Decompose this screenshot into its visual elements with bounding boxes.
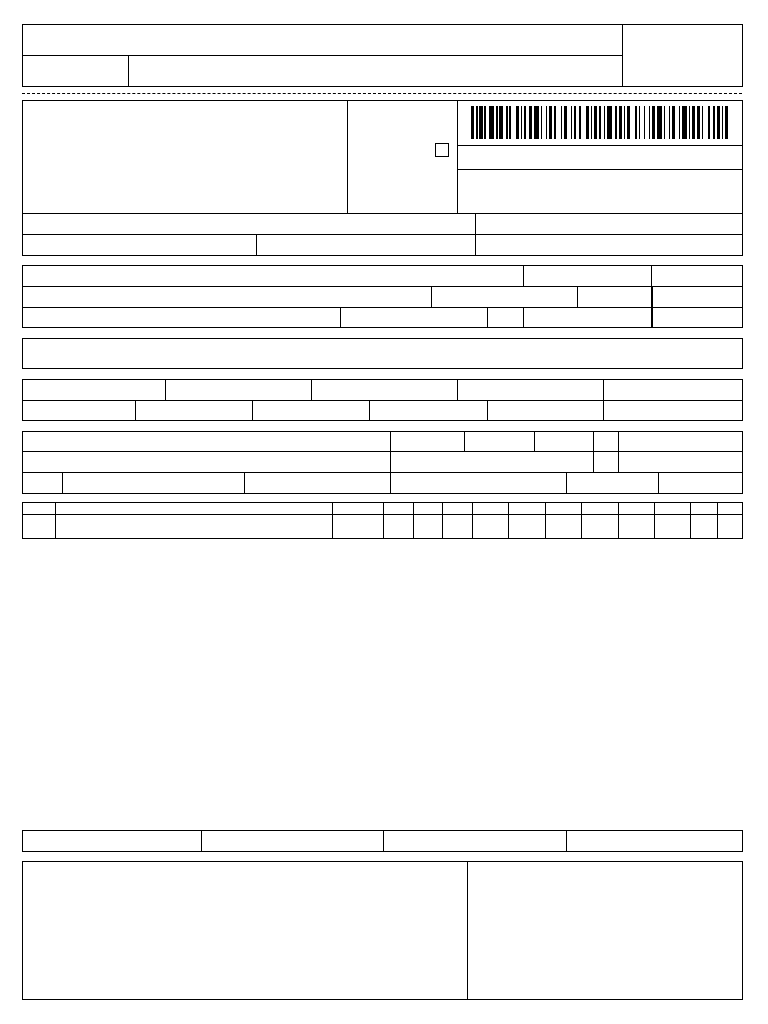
- access-key-field[interactable]: [457, 145, 743, 170]
- table-row[interactable]: [22, 514, 743, 539]
- state-registration-substitute-field[interactable]: [256, 234, 476, 256]
- discount-field[interactable]: [252, 400, 370, 421]
- invoice-duplicates-field[interactable]: [22, 338, 743, 369]
- carrier-name-field[interactable]: [22, 431, 391, 452]
- danfe-info-field: [347, 100, 458, 214]
- recipient-address-field[interactable]: [22, 286, 432, 308]
- net-weight-field[interactable]: [658, 472, 743, 494]
- state-registration-field[interactable]: [22, 234, 257, 256]
- freight-payer-field[interactable]: [390, 431, 465, 452]
- recipient-state-field[interactable]: [487, 307, 524, 328]
- authorization-protocol-field[interactable]: [475, 213, 743, 235]
- issue-date-field[interactable]: [651, 265, 743, 287]
- receipt-nfe-number-field[interactable]: [622, 24, 743, 87]
- issuer-info-field: [22, 100, 348, 214]
- issqn-base-field[interactable]: [383, 830, 567, 852]
- brand-field[interactable]: [244, 472, 391, 494]
- exit-date-field[interactable]: [651, 286, 743, 308]
- barcode-icon: [471, 106, 729, 139]
- products-total-field[interactable]: [603, 379, 743, 401]
- recipient-district-field[interactable]: [431, 286, 578, 308]
- ipi-value-field[interactable]: [487, 400, 604, 421]
- carrier-cnpj-field[interactable]: [618, 431, 743, 452]
- receipt-text-field[interactable]: [22, 24, 623, 56]
- carrier-city-field[interactable]: [390, 451, 594, 473]
- icms-st-value-field[interactable]: [457, 379, 604, 401]
- gross-weight-field[interactable]: [566, 472, 659, 494]
- receipt-signature-field[interactable]: [128, 55, 623, 87]
- species-field[interactable]: [62, 472, 245, 494]
- exit-time-field[interactable]: [651, 307, 743, 328]
- insurance-value-field[interactable]: [135, 400, 253, 421]
- recipient-city-field[interactable]: [22, 307, 341, 328]
- icms-st-base-field[interactable]: [311, 379, 458, 401]
- entry-exit-checkbox[interactable]: [435, 143, 449, 157]
- carrier-state-field[interactable]: [593, 451, 619, 473]
- receipt-date-field[interactable]: [22, 55, 129, 87]
- freight-value-field[interactable]: [22, 400, 136, 421]
- recipient-phone-field[interactable]: [340, 307, 488, 328]
- services-total-field[interactable]: [201, 830, 384, 852]
- complementary-info-field[interactable]: [22, 861, 468, 1000]
- quantity-field[interactable]: [22, 472, 63, 494]
- issqn-value-field[interactable]: [566, 830, 743, 852]
- invoice-total-field[interactable]: [603, 400, 743, 421]
- cnpj-field[interactable]: [475, 234, 743, 256]
- recipient-zip-field[interactable]: [577, 286, 652, 308]
- vehicle-state-field[interactable]: [593, 431, 619, 452]
- cut-line: [22, 93, 742, 94]
- icms-base-field[interactable]: [22, 379, 166, 401]
- carrier-address-field[interactable]: [22, 451, 391, 473]
- antt-code-field[interactable]: [464, 431, 535, 452]
- municipal-registration-field[interactable]: [22, 830, 202, 852]
- fiscal-reserved-field[interactable]: [467, 861, 743, 1000]
- recipient-cnpj-field[interactable]: [523, 265, 652, 287]
- recipient-state-registration-field[interactable]: [523, 307, 652, 328]
- other-expenses-field[interactable]: [369, 400, 488, 421]
- icms-value-field[interactable]: [165, 379, 312, 401]
- numbering-field[interactable]: [390, 472, 567, 494]
- recipient-name-field[interactable]: [22, 265, 524, 287]
- consult-authenticity-field: [457, 169, 743, 214]
- nature-of-operation-field[interactable]: [22, 213, 476, 235]
- vehicle-plate-field[interactable]: [534, 431, 594, 452]
- carrier-state-registration-field[interactable]: [618, 451, 743, 473]
